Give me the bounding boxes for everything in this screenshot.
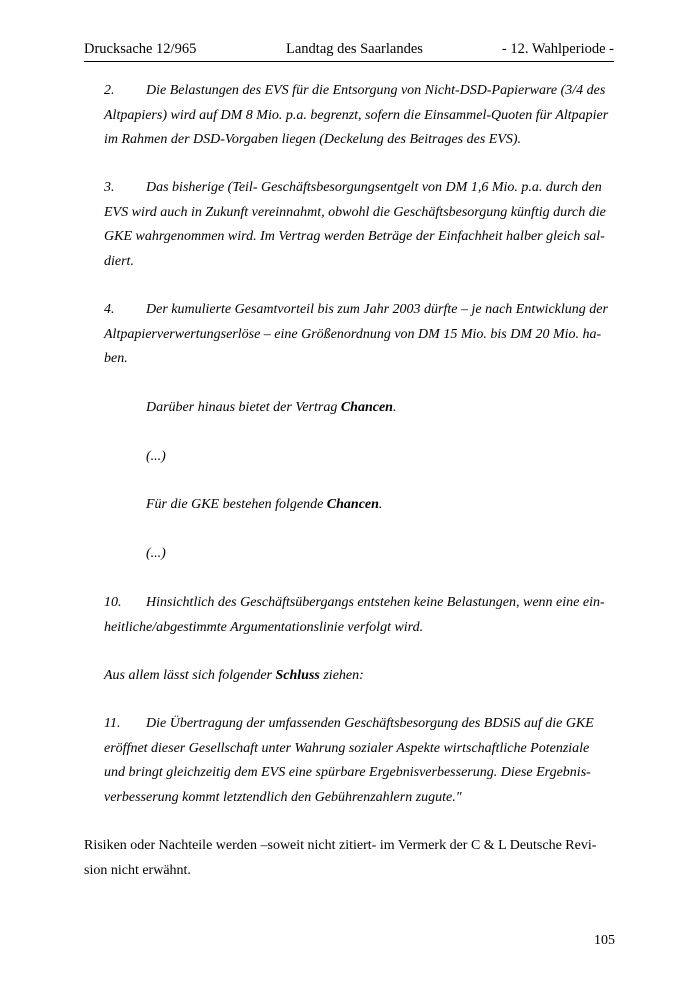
item-line: Altpapiers) wird auf DM 8 Mio. p.a. begrenzt, sofern die Einsammel-Quoten für Altpapier <box>104 107 609 123</box>
closing-paragraph <box>84 834 596 883</box>
item-line: Hinsichtlich des Geschäftsübergangs entstehen keine Belastungen, wenn eine ein- <box>146 595 605 610</box>
item-line: ben. <box>104 351 128 367</box>
item-number: 10. <box>104 595 122 610</box>
item-line: im Rahmen der DSD-Vorgaben liegen (Deckelung des Beitrages des EVS). <box>104 132 522 148</box>
chances-bold: Chancen <box>326 497 379 512</box>
conclusion-bold: Schluss <box>275 668 320 683</box>
item-line: und bringt gleichzeitig dem EVS eine spürbare Ergebnisverbesserung. Diese Ergebnis- <box>104 765 591 781</box>
item-10 <box>104 591 605 640</box>
chances-bold: Chancen <box>340 400 393 415</box>
item-line: Das bisherige (Teil- Geschäftsbesorgungsentgelt von DM 1,6 Mio. p.a. durch den <box>146 180 602 195</box>
gke-chances-line: Für die GKE bestehen folgende Chancen. <box>146 497 383 512</box>
item-line: verbesserung kommt letztendlich den Gebührenzahlern zugute." <box>104 789 462 805</box>
item-line: Die Übertragung der umfassenden Geschäftsbesorgung des BDSiS auf die GKE <box>146 716 594 731</box>
item-4 <box>104 298 608 372</box>
item-line: Der kumulierte Gesamtvorteil bis zum Jahr 2003 dürfte – je nach Entwicklung der <box>146 302 608 317</box>
item-line: Die Belastungen des EVS für die Entsorgung von Nicht-DSD-Papierware (3/4 des <box>146 83 606 98</box>
closing-line: sion nicht erwähnt. <box>84 862 191 878</box>
item-line: GKE wahrgenommen wird. Im Vertrag werden Beträge der Einfachheit halber gleich sal- <box>104 229 605 245</box>
page-number: 105 <box>594 933 615 948</box>
item-3 <box>104 176 606 274</box>
item-line: EVS wird auch in Zukunft vereinnahmt, obwohl die Geschäftsbesorgung künftig durch die <box>104 204 606 220</box>
item-line: Altpapierverwertungserlöse – eine Größenordnung von DM 15 Mio. bis DM 20 Mio. ha- <box>104 326 602 342</box>
item-number: 11. <box>104 716 121 731</box>
item-line: diert. <box>104 253 134 269</box>
item-2 <box>104 79 608 153</box>
closing-line: Risiken oder Nachteile werden –soweit nicht zitiert- im Vermerk der C & L Deutsche Revi- <box>84 838 597 853</box>
header-document-number: Drucksache 12/965 <box>84 41 197 57</box>
ellipsis-2: (...) <box>146 546 166 561</box>
item-number: 4. <box>104 302 115 317</box>
header-parliament: Landtag des Saarlandes <box>286 41 423 57</box>
item-number: 3. <box>104 180 115 195</box>
header-legislative-period: - 12. Wahlperiode - <box>501 41 614 57</box>
item-number: 2. <box>104 83 115 98</box>
page-header <box>84 39 614 62</box>
chances-line: Darüber hinaus bietet der Vertrag Chancen. <box>146 400 397 415</box>
ellipsis-1: (...) <box>146 449 166 464</box>
conclusion-line: Aus allem lässt sich folgender Schluss ziehen: <box>104 668 364 683</box>
item-line: eröffnet dieser Gesellschaft unter Wahrung sozialer Aspekte wirtschaftliche Potenziale <box>104 740 590 756</box>
item-line: heitliche/abgestimmte Argumentationslinie verfolgt wird. <box>104 619 424 635</box>
item-11 <box>104 712 594 810</box>
